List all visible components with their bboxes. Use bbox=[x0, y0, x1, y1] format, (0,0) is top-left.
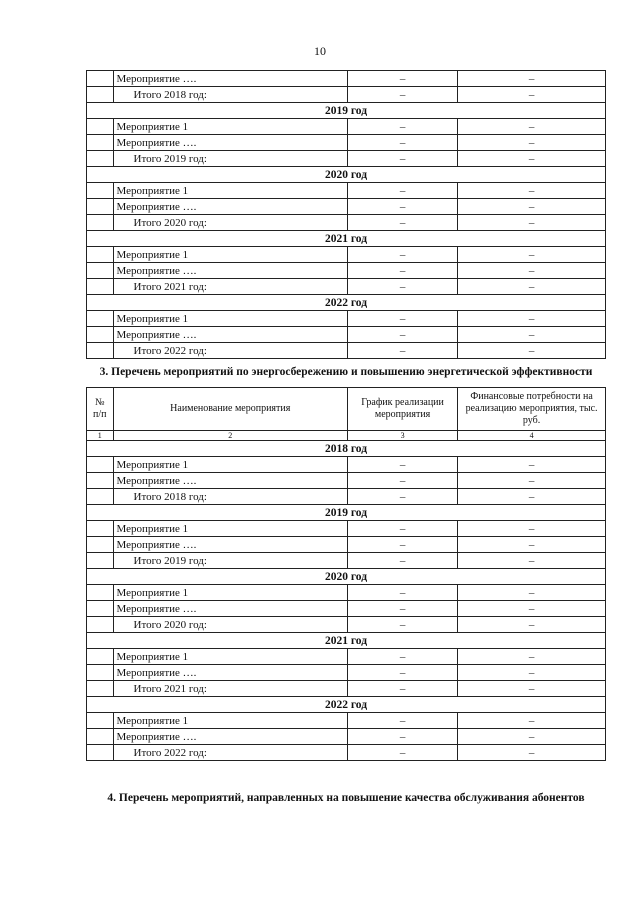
total-row bbox=[87, 151, 606, 167]
finance-value: – bbox=[458, 729, 606, 745]
activity-name: Мероприятие 1 bbox=[113, 649, 348, 665]
total-row bbox=[87, 279, 606, 295]
total-label: Итого 2022 год: bbox=[113, 343, 348, 359]
finance-value: – bbox=[458, 87, 606, 103]
finance-value: – bbox=[458, 745, 606, 761]
row-number bbox=[87, 71, 114, 87]
activity-row bbox=[87, 729, 606, 745]
activity-name: Мероприятие …. bbox=[113, 327, 348, 343]
column-number: 1 bbox=[87, 431, 114, 441]
finance-value: – bbox=[458, 215, 606, 231]
schedule-value: – bbox=[348, 263, 458, 279]
row-number bbox=[87, 279, 114, 295]
schedule-value: – bbox=[348, 681, 458, 697]
activity-row bbox=[87, 457, 606, 473]
row-number bbox=[87, 119, 114, 135]
total-row bbox=[87, 681, 606, 697]
total-label: Итого 2021 год: bbox=[113, 279, 348, 295]
activity-name: Мероприятие 1 bbox=[113, 119, 348, 135]
activity-row bbox=[87, 665, 606, 681]
activity-name: Мероприятие …. bbox=[113, 665, 348, 681]
schedule-value: – bbox=[348, 457, 458, 473]
column-number: 3 bbox=[348, 431, 458, 441]
finance-value: – bbox=[458, 327, 606, 343]
year-label: 2019 год bbox=[87, 505, 606, 521]
activity-row bbox=[87, 521, 606, 537]
schedule-value: – bbox=[348, 649, 458, 665]
schedule-value: – bbox=[348, 521, 458, 537]
total-row bbox=[87, 745, 606, 761]
activity-name: Мероприятие 1 bbox=[113, 311, 348, 327]
column-number: 4 bbox=[458, 431, 606, 441]
finance-value: – bbox=[458, 71, 606, 87]
finance-value: – bbox=[458, 553, 606, 569]
total-label: Итого 2018 год: bbox=[113, 87, 348, 103]
finance-value: – bbox=[458, 151, 606, 167]
total-row bbox=[87, 553, 606, 569]
row-number bbox=[87, 729, 114, 745]
finance-value: – bbox=[458, 489, 606, 505]
year-header-row bbox=[87, 697, 606, 713]
row-number bbox=[87, 311, 114, 327]
year-header-row bbox=[87, 167, 606, 183]
activity-row bbox=[87, 183, 606, 199]
row-number bbox=[87, 263, 114, 279]
activity-row bbox=[87, 649, 606, 665]
row-number bbox=[87, 585, 114, 601]
schedule-value: – bbox=[348, 87, 458, 103]
row-number bbox=[87, 553, 114, 569]
header-schedule: График реализации мероприятия bbox=[348, 388, 458, 431]
year-header-row bbox=[87, 441, 606, 457]
activity-name: Мероприятие …. bbox=[113, 729, 348, 745]
activity-name: Мероприятие 1 bbox=[113, 183, 348, 199]
finance-value: – bbox=[458, 119, 606, 135]
header-finance: Финансовые потребности на реализацию мероприятия, тыс. руб. bbox=[458, 388, 606, 431]
finance-value: – bbox=[458, 311, 606, 327]
row-number bbox=[87, 473, 114, 489]
row-number bbox=[87, 489, 114, 505]
activity-row bbox=[87, 537, 606, 553]
schedule-value: – bbox=[348, 473, 458, 489]
finance-value: – bbox=[458, 649, 606, 665]
row-number bbox=[87, 151, 114, 167]
schedule-value: – bbox=[348, 745, 458, 761]
schedule-value: – bbox=[348, 311, 458, 327]
year-label: 2021 год bbox=[87, 231, 606, 247]
schedule-value: – bbox=[348, 71, 458, 87]
activity-row bbox=[87, 135, 606, 151]
finance-value: – bbox=[458, 343, 606, 359]
activity-name: Мероприятие …. bbox=[113, 473, 348, 489]
schedule-value: – bbox=[348, 553, 458, 569]
activity-name: Мероприятие …. bbox=[113, 601, 348, 617]
page-number: 10 bbox=[314, 44, 326, 58]
schedule-value: – bbox=[348, 601, 458, 617]
row-number bbox=[87, 537, 114, 553]
schedule-value: – bbox=[348, 183, 458, 199]
activity-name: Мероприятие …. bbox=[113, 263, 348, 279]
schedule-value: – bbox=[348, 617, 458, 633]
schedule-value: – bbox=[348, 327, 458, 343]
finance-value: – bbox=[458, 665, 606, 681]
total-label: Итого 2020 год: bbox=[113, 215, 348, 231]
finance-value: – bbox=[458, 457, 606, 473]
schedule-value: – bbox=[348, 119, 458, 135]
header-number: № п/п bbox=[87, 388, 114, 431]
activity-name: Мероприятие …. bbox=[113, 537, 348, 553]
row-number bbox=[87, 457, 114, 473]
year-label: 2022 год bbox=[87, 295, 606, 311]
schedule-value: – bbox=[348, 247, 458, 263]
column-number: 2 bbox=[113, 431, 348, 441]
row-number bbox=[87, 713, 114, 729]
schedule-value: – bbox=[348, 343, 458, 359]
schedule-value: – bbox=[348, 215, 458, 231]
total-label: Итого 2020 год: bbox=[113, 617, 348, 633]
total-label: Итого 2019 год: bbox=[113, 151, 348, 167]
activity-row bbox=[87, 473, 606, 489]
activity-name: Мероприятие 1 bbox=[113, 585, 348, 601]
row-number bbox=[87, 681, 114, 697]
finance-value: – bbox=[458, 473, 606, 489]
schedule-value: – bbox=[348, 537, 458, 553]
year-label: 2019 год bbox=[87, 103, 606, 119]
finance-value: – bbox=[458, 247, 606, 263]
row-number bbox=[87, 215, 114, 231]
section-4-title: 4. Перечень мероприятий, направленных на повышение качества обслуживания абонентов bbox=[107, 792, 585, 804]
activity-name: Мероприятие …. bbox=[113, 71, 348, 87]
activity-row bbox=[87, 601, 606, 617]
activity-row bbox=[87, 713, 606, 729]
activity-row bbox=[87, 71, 606, 87]
year-header-row bbox=[87, 505, 606, 521]
finance-value: – bbox=[458, 199, 606, 215]
finance-value: – bbox=[458, 713, 606, 729]
year-header-row bbox=[87, 633, 606, 649]
row-number bbox=[87, 601, 114, 617]
activity-row bbox=[87, 247, 606, 263]
row-number bbox=[87, 649, 114, 665]
row-number bbox=[87, 87, 114, 103]
schedule-value: – bbox=[348, 279, 458, 295]
schedule-value: – bbox=[348, 199, 458, 215]
row-number bbox=[87, 665, 114, 681]
schedule-value: – bbox=[348, 713, 458, 729]
schedule-value: – bbox=[348, 729, 458, 745]
energy-saving-activities-table bbox=[86, 387, 606, 761]
row-number bbox=[87, 745, 114, 761]
activity-row bbox=[87, 119, 606, 135]
schedule-value: – bbox=[348, 135, 458, 151]
activity-row bbox=[87, 199, 606, 215]
row-number bbox=[87, 199, 114, 215]
row-number bbox=[87, 617, 114, 633]
year-label: 2018 год bbox=[87, 441, 606, 457]
finance-value: – bbox=[458, 681, 606, 697]
year-label: 2020 год bbox=[87, 167, 606, 183]
finance-value: – bbox=[458, 135, 606, 151]
total-row bbox=[87, 489, 606, 505]
total-row bbox=[87, 215, 606, 231]
row-number bbox=[87, 521, 114, 537]
total-row bbox=[87, 343, 606, 359]
finance-value: – bbox=[458, 521, 606, 537]
total-label: Итого 2022 год: bbox=[113, 745, 348, 761]
row-number bbox=[87, 135, 114, 151]
total-label: Итого 2019 год: bbox=[113, 553, 348, 569]
year-header-row bbox=[87, 569, 606, 585]
activity-row bbox=[87, 263, 606, 279]
table-header-row bbox=[87, 388, 606, 431]
year-label: 2021 год bbox=[87, 633, 606, 649]
activity-name: Мероприятие …. bbox=[113, 199, 348, 215]
activity-name: Мероприятие 1 bbox=[113, 713, 348, 729]
year-header-row bbox=[87, 231, 606, 247]
header-activity-name: Наименование мероприятия bbox=[113, 388, 348, 431]
row-number bbox=[87, 183, 114, 199]
year-header-row bbox=[87, 295, 606, 311]
activity-name: Мероприятие 1 bbox=[113, 247, 348, 263]
schedule-value: – bbox=[348, 585, 458, 601]
activity-row bbox=[87, 327, 606, 343]
finance-value: – bbox=[458, 601, 606, 617]
finance-value: – bbox=[458, 279, 606, 295]
activity-row bbox=[87, 585, 606, 601]
schedule-value: – bbox=[348, 151, 458, 167]
finance-value: – bbox=[458, 585, 606, 601]
row-number bbox=[87, 247, 114, 263]
row-number bbox=[87, 327, 114, 343]
year-label: 2020 год bbox=[87, 569, 606, 585]
total-label: Итого 2018 год: bbox=[113, 489, 348, 505]
row-number bbox=[87, 343, 114, 359]
activity-name: Мероприятие 1 bbox=[113, 521, 348, 537]
schedule-value: – bbox=[348, 489, 458, 505]
activities-table-continued bbox=[86, 70, 606, 359]
schedule-value: – bbox=[348, 665, 458, 681]
finance-value: – bbox=[458, 617, 606, 633]
section-3-title: 3. Перечень мероприятий по энергосбережению и повышению энергетической эффективности bbox=[99, 366, 593, 378]
activity-name: Мероприятие …. bbox=[113, 135, 348, 151]
finance-value: – bbox=[458, 183, 606, 199]
column-number-row bbox=[87, 431, 606, 441]
year-label: 2022 год bbox=[87, 697, 606, 713]
finance-value: – bbox=[458, 263, 606, 279]
total-row bbox=[87, 617, 606, 633]
activity-row bbox=[87, 311, 606, 327]
finance-value: – bbox=[458, 537, 606, 553]
activity-name: Мероприятие 1 bbox=[113, 457, 348, 473]
total-row bbox=[87, 87, 606, 103]
total-label: Итого 2021 год: bbox=[113, 681, 348, 697]
year-header-row bbox=[87, 103, 606, 119]
